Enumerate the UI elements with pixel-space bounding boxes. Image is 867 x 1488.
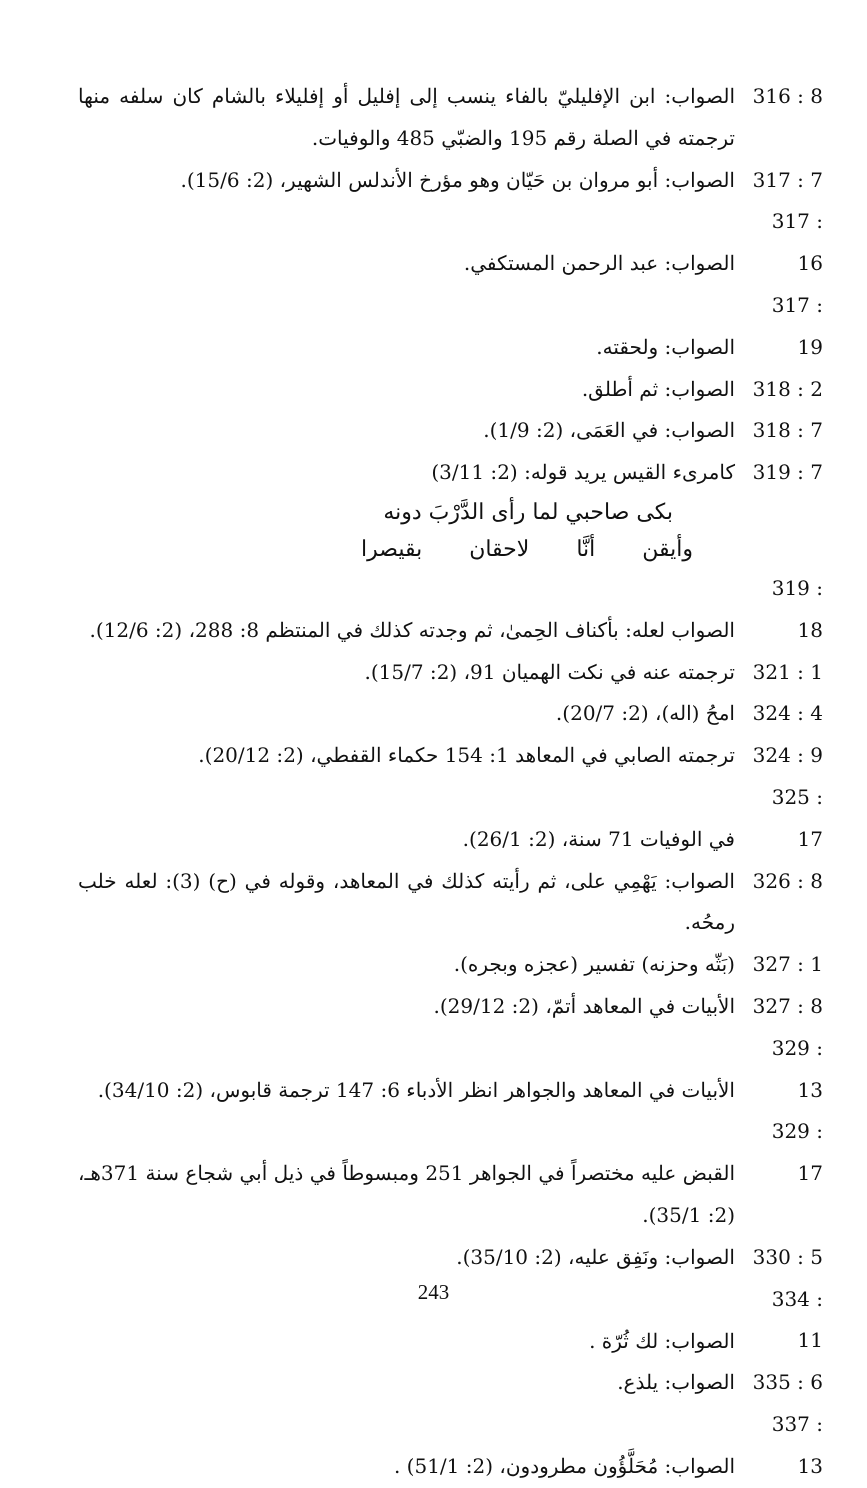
entry-text: الصواب لعله: بأكناف الحِمىٰ، ثم وجدته كذلك في المنتظم 8: 288، (2: 12/6).	[89, 617, 735, 642]
entry-ref: 327 : 1	[752, 952, 823, 977]
entry-text: ترجمته عنه في نكت الهميان 91، (2: 15/7).	[364, 659, 735, 684]
entry-ref: 329 : 13	[771, 1035, 823, 1102]
entry-ref: 317 : 7	[752, 167, 823, 192]
entry-text: ترجمته الصابي في المعاهد 1: 154 حكماء القفطي، (2: 20/12).	[198, 743, 735, 768]
entry-ref: 319 : 18	[771, 575, 823, 642]
entry-318-7	[78, 410, 823, 452]
entry-324-4	[78, 693, 823, 735]
entry-text: الصواب: ابن الإفليليّ بالفاء ينسب إلى إفليل أو إفليلاء بالشام كان سلفه منها ترجمته في الصلة رقم 195 والضبّي 485 والوفيات.	[78, 84, 735, 150]
entry-text: في الوفيات 71 سنة، (2: 26/1).	[462, 826, 735, 851]
entry-ref: 319 : 7	[752, 460, 823, 485]
entry-327-1	[78, 944, 823, 986]
entry-319-7	[78, 452, 823, 494]
entry-text: الصواب: يَهْمِي على، ثم رأيته كذلك في المعاهد، وقوله في (ح) (3): لعله خلب رمحُه.	[78, 868, 735, 935]
page-number: 243	[417, 1280, 450, 1304]
entry-ref: 330 : 5	[752, 1244, 823, 1269]
entry-329-17	[78, 1111, 823, 1236]
entry-316-8	[78, 76, 823, 160]
entry-ref: 321 : 1	[752, 659, 823, 684]
entry-text: الأبيات في المعاهد أتمّ، (2: 29/12).	[433, 993, 735, 1018]
entry-ref: 325 : 17	[771, 784, 823, 851]
entry-ref: 334 : 11	[771, 1286, 823, 1353]
entry-text: الصواب: ونَفِق عليه، (2: 35/10).	[456, 1244, 735, 1269]
entry-text: الصواب: عبد الرحمن المستكفي.	[463, 251, 735, 276]
verse-line-2: وأيقن أنَّا لاحقان بقيصرا	[360, 536, 693, 562]
entry-337-13	[78, 1404, 823, 1488]
entry-ref: 316 : 8	[752, 84, 823, 108]
entry-325-17	[78, 777, 823, 861]
entry-ref: 324 : 4	[752, 701, 823, 726]
entry-319-18	[78, 568, 823, 652]
entry-text: القبض عليه مختصراً في الجواهر 251 ومبسوطاً في ذيل أبي شجاع سنة 371هـ، (2: 35/1).	[78, 1161, 735, 1227]
entry-ref: 317 : 19	[771, 292, 823, 359]
entry-text: امحُ (اله)، (2: 20/7).	[555, 701, 735, 726]
entry-318-2	[78, 369, 823, 411]
entry-text: الصواب: ولحقته.	[596, 334, 735, 359]
entry-321-1	[78, 652, 823, 694]
entry-text: الأبيات في المعاهد والجواهر انظر الأدباء 6: 147 ترجمة قابوس، (2: 34/10).	[97, 1077, 735, 1102]
entry-327-8	[78, 986, 823, 1028]
entry-ref: 318 : 2	[752, 376, 823, 401]
entry-ref: 318 : 7	[752, 418, 823, 443]
entry-ref: 324 : 9	[752, 743, 823, 768]
entry-317-16	[78, 201, 823, 285]
page-body	[78, 76, 823, 1488]
entry-329-13	[78, 1028, 823, 1112]
entry-ref: 327 : 8	[752, 993, 823, 1018]
entry-text: (بَثّه وحزنه) تفسير (عجزه وبجره).	[453, 952, 735, 977]
entry-330-5	[78, 1237, 823, 1279]
entry-text: الصواب: أبو مروان بن حَيّان وهو مؤرخ الأندلس الشهير، (2: 15/6).	[180, 167, 735, 192]
entry-text: الصواب: ثم أطلق.	[581, 376, 735, 401]
entry-335-6	[78, 1362, 823, 1404]
entry-317-7	[78, 160, 823, 202]
entry-ref: 335 : 6	[752, 1370, 823, 1395]
entry-ref: 337 : 13	[771, 1411, 823, 1478]
entry-text: الصواب: مُحَلَّؤُون مطرودون، (2: 51/1) .	[393, 1453, 735, 1478]
entry-ref: 329 : 17	[771, 1119, 823, 1186]
entry-text: الصواب: يلذع.	[617, 1370, 735, 1395]
entry-324-9	[78, 735, 823, 777]
entry-text: الصواب: في العَمَى، (2: 1/9).	[483, 418, 735, 443]
entry-text: الصواب: لك ثُرّة .	[589, 1328, 735, 1353]
entry-text: كامرىء القيس يريد قوله: (2: 3/11)	[431, 460, 735, 485]
entry-ref: 326 : 8	[752, 868, 823, 893]
entry-ref: 317 : 16	[771, 209, 823, 276]
entry-317-19	[78, 285, 823, 369]
entry-326-8	[78, 861, 823, 945]
verse-line-1: بكى صاحبي لما رأى الدَّرْبَ دونه	[383, 499, 673, 525]
